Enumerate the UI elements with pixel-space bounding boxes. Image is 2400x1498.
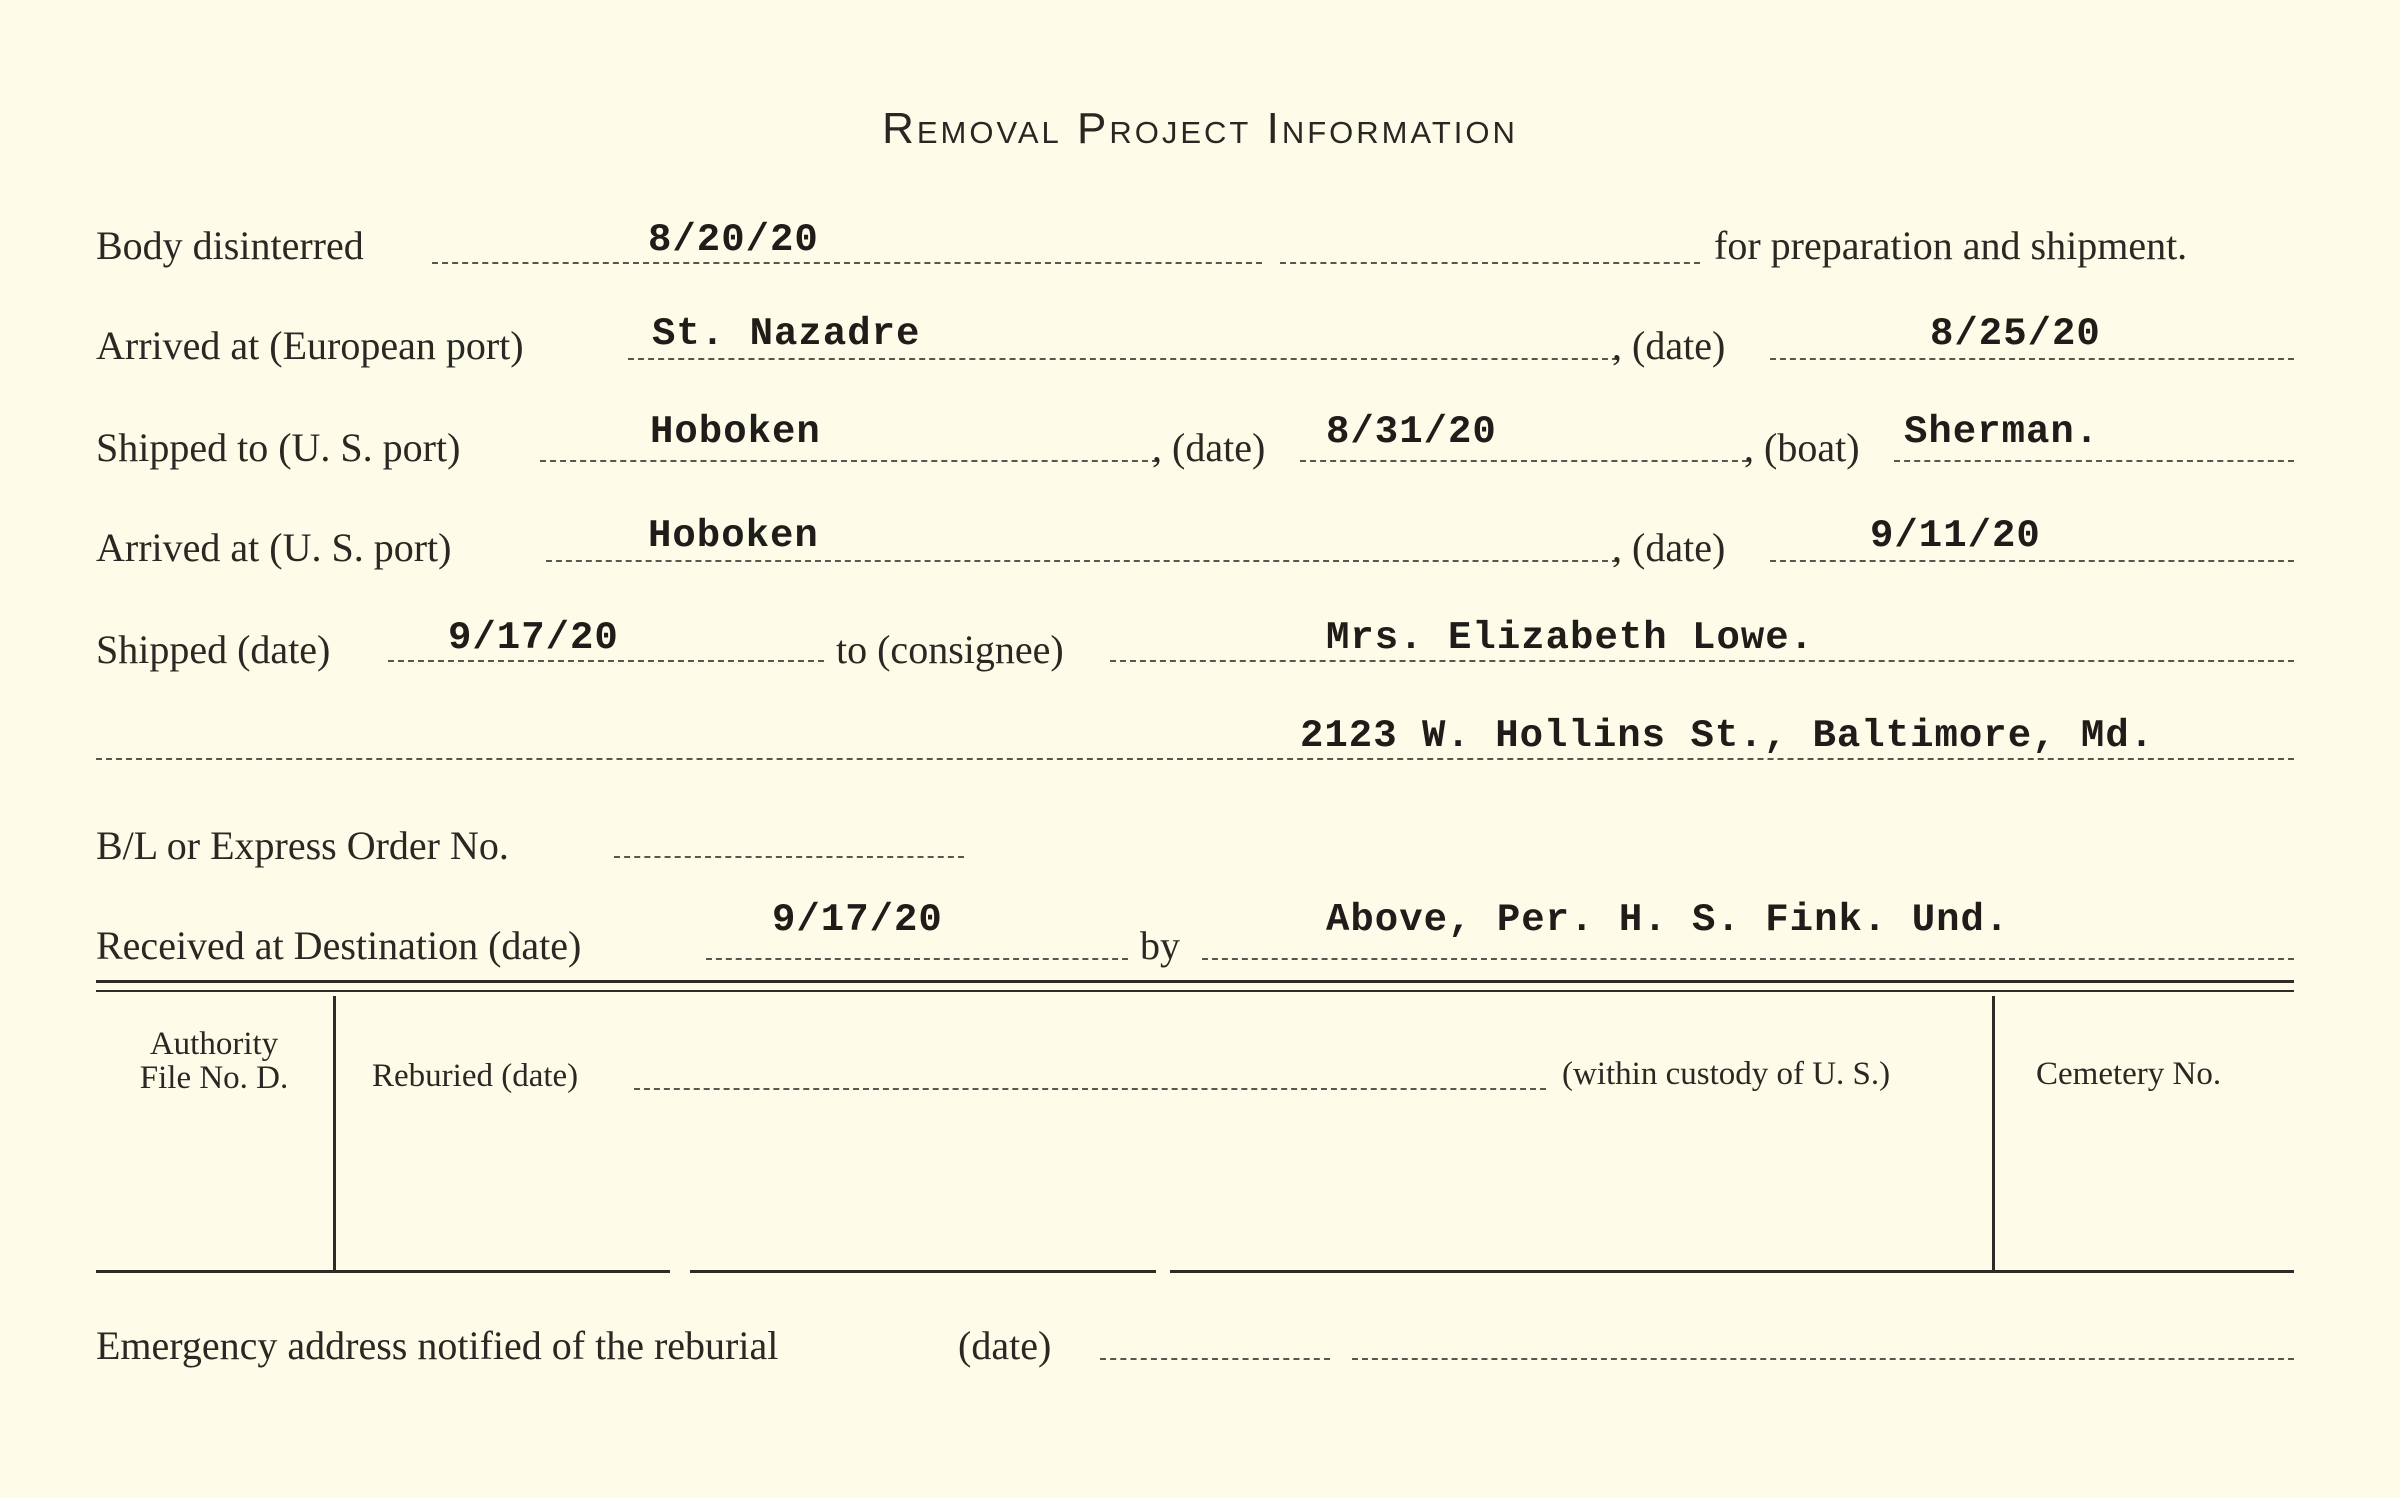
line-emergency-2 bbox=[1352, 1358, 2294, 1360]
double-rule-top bbox=[96, 980, 2294, 983]
value-consignee: Mrs. Elizabeth Lowe. bbox=[1326, 616, 1815, 660]
label-emergency-address: Emergency address notified of the reburial bbox=[96, 1323, 779, 1368]
label-cemetery-no: Cemetery No. bbox=[2036, 1056, 2222, 1092]
label-emergency-date: (date) bbox=[958, 1323, 1052, 1368]
line-received-by bbox=[1202, 958, 2294, 960]
line-consignee bbox=[1110, 660, 2294, 662]
line-eu-date bbox=[1770, 358, 2294, 360]
label-boat: , (boat) bbox=[1744, 425, 1860, 470]
line-shipped-date bbox=[388, 660, 824, 662]
value-eu-date: 8/25/20 bbox=[1930, 312, 2101, 356]
label-eu-date: , (date) bbox=[1612, 323, 1726, 368]
label-to-consignee: to (consignee) bbox=[836, 627, 1064, 672]
double-rule-bottom bbox=[96, 990, 2294, 992]
label-us-arrive-date: , (date) bbox=[1612, 525, 1726, 570]
table-bottom-rule-2 bbox=[690, 1270, 1156, 1273]
label-for-preparation: for preparation and shipment. bbox=[1714, 223, 2188, 268]
line-european-port bbox=[628, 358, 1618, 360]
label-arrived-european-port: Arrived at (European port) bbox=[96, 323, 524, 368]
table-bottom-rule-1 bbox=[96, 1270, 670, 1273]
line-us-port-shipped bbox=[540, 460, 1158, 462]
line-reburied bbox=[634, 1088, 1546, 1090]
line-disinterred-2 bbox=[1280, 262, 1700, 264]
line-us-ship-date bbox=[1300, 460, 1748, 462]
label-file-no: File No. D. bbox=[139, 1060, 289, 1096]
label-received-destination: Received at Destination (date) bbox=[96, 923, 582, 968]
value-us-arrive-date: 9/11/20 bbox=[1870, 514, 2041, 558]
card-title: Removal Project Information bbox=[882, 104, 1518, 153]
value-disinterred-date: 8/20/20 bbox=[648, 218, 819, 262]
value-boat-name: Sherman. bbox=[1904, 410, 2100, 454]
line-boat bbox=[1894, 460, 2294, 462]
label-by: by bbox=[1140, 923, 1180, 968]
label-bl-express-order: B/L or Express Order No. bbox=[96, 823, 509, 868]
label-body-disinterred: Body disinterred bbox=[96, 223, 364, 268]
line-address bbox=[96, 758, 2294, 760]
line-us-arrive-date bbox=[1770, 560, 2294, 562]
value-address: 2123 W. Hollins St., Baltimore, Md. bbox=[1300, 714, 2155, 758]
value-us-port-arrived: Hoboken bbox=[648, 514, 819, 558]
label-within-custody: (within custody of U. S.) bbox=[1562, 1056, 1891, 1092]
value-european-port: St. Nazadre bbox=[652, 312, 921, 356]
divider-right bbox=[1992, 996, 1995, 1270]
label-shipped-to-us-port: Shipped to (U. S. port) bbox=[96, 425, 461, 470]
label-shipped-date: Shipped (date) bbox=[96, 627, 331, 672]
line-us-port-arrived bbox=[546, 560, 1618, 562]
value-received-by: Above, Per. H. S. Fink. Und. bbox=[1326, 898, 2010, 942]
label-arrived-us-port: Arrived at (U. S. port) bbox=[96, 525, 452, 570]
value-us-port-shipped: Hoboken bbox=[650, 410, 821, 454]
label-reburied-date: Reburied (date) bbox=[372, 1058, 579, 1094]
line-disinterred bbox=[432, 262, 1262, 264]
divider-left bbox=[333, 996, 336, 1270]
line-bl bbox=[614, 856, 964, 858]
value-us-ship-date: 8/31/20 bbox=[1326, 410, 1497, 454]
table-bottom-rule-3 bbox=[1170, 1270, 2294, 1273]
value-received-date: 9/17/20 bbox=[772, 898, 943, 942]
label-us-ship-date: , (date) bbox=[1152, 425, 1266, 470]
label-authority: Authority bbox=[149, 1026, 279, 1062]
line-emergency-1 bbox=[1100, 1358, 1330, 1360]
value-shipped-date: 9/17/20 bbox=[448, 616, 619, 660]
line-received-date bbox=[706, 958, 1128, 960]
